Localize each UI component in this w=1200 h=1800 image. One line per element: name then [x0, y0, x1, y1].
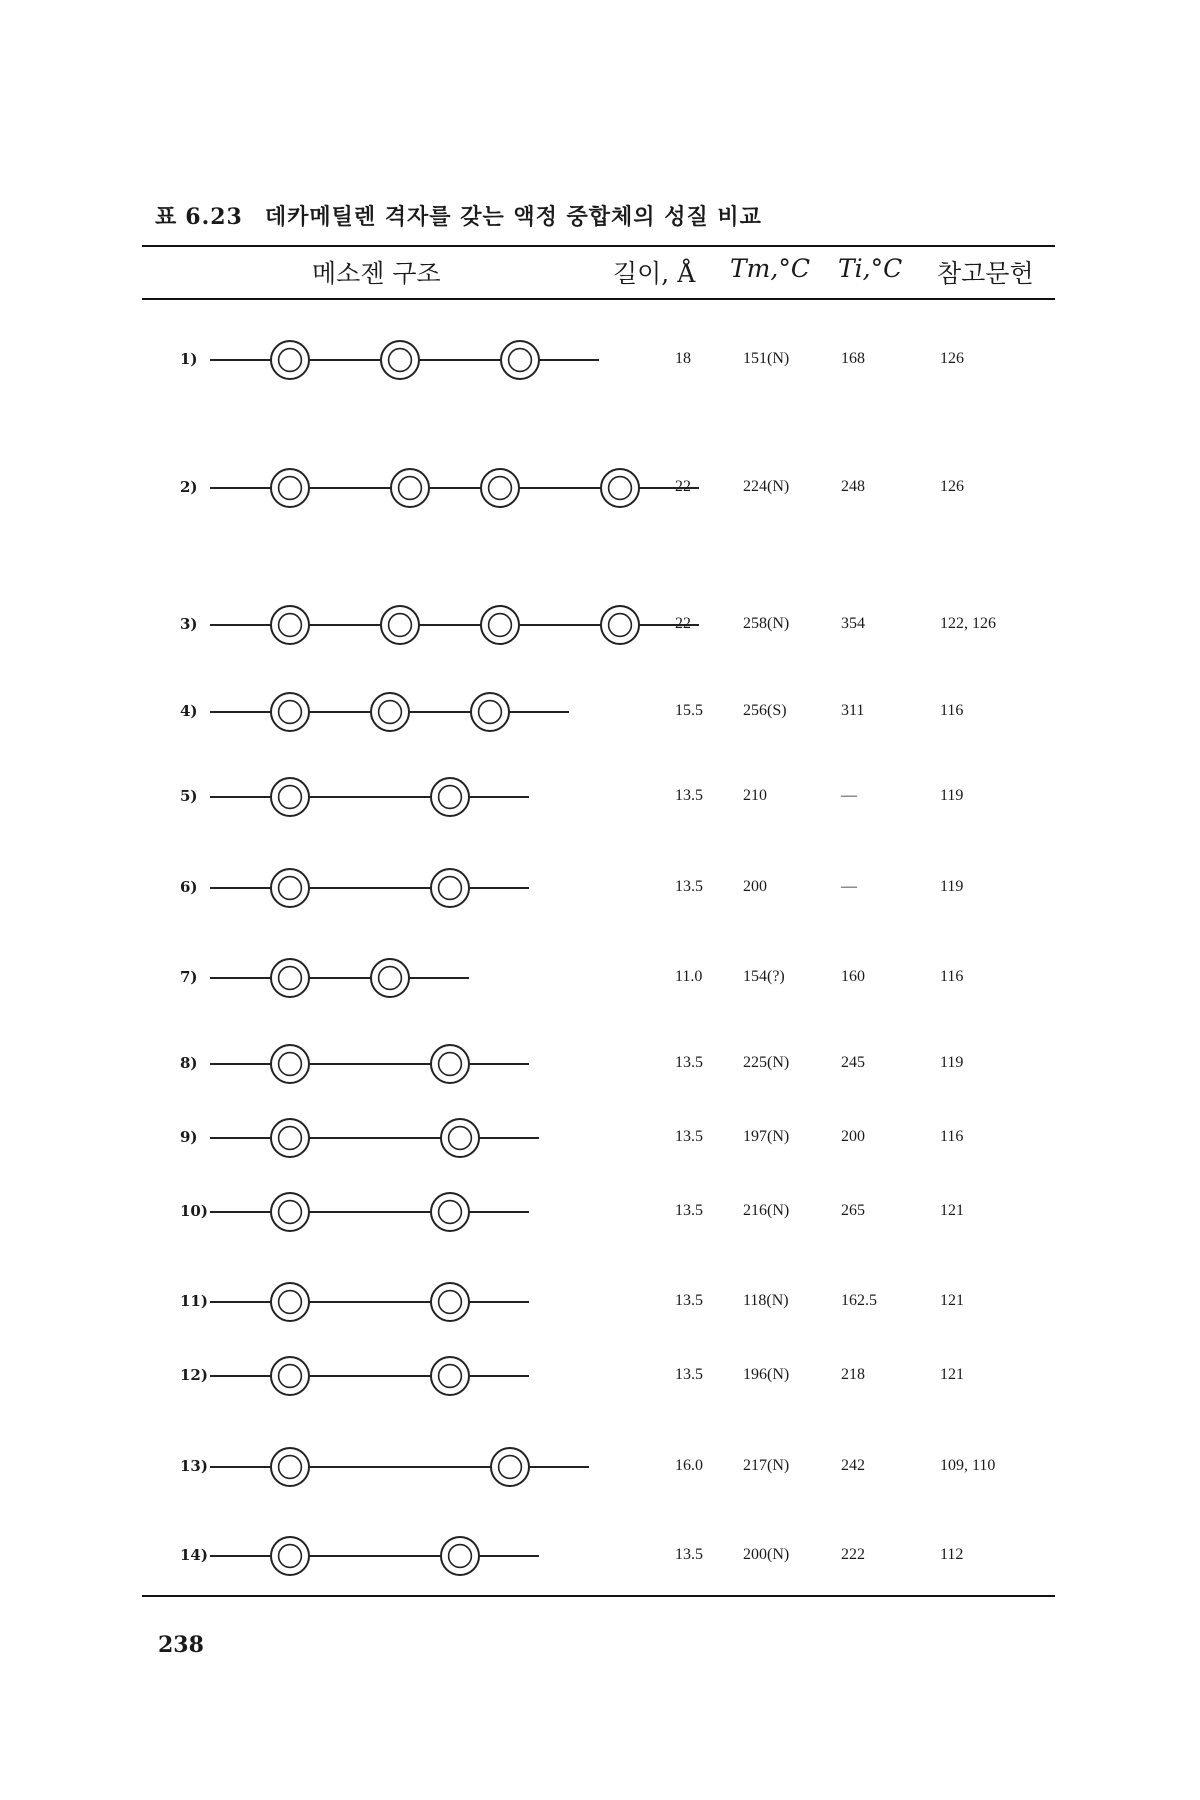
cell-ti: 242 — [841, 1457, 865, 1474]
table-row — [0, 692, 1200, 732]
structure-lines — [210, 1119, 539, 1157]
cell-length: 13.5 — [675, 1128, 703, 1145]
structure-lines — [210, 469, 699, 507]
cell-ti: 162.5 — [841, 1292, 877, 1309]
cell-length: 15.5 — [675, 702, 703, 719]
cell-tm: 196(N) — [743, 1366, 790, 1383]
table-row — [0, 777, 1200, 817]
cell-length: 22 — [675, 615, 691, 632]
table-row — [0, 1282, 1200, 1322]
structure-lines — [210, 1357, 529, 1395]
cell-ti: 311 — [841, 702, 865, 719]
cell-ref: 126 — [940, 350, 964, 367]
cell-ti: 248 — [841, 478, 865, 495]
mesogen-structure — [200, 1192, 660, 1232]
cell-ref: 121 — [940, 1366, 964, 1383]
mesogen-structure — [200, 605, 660, 645]
cell-tm: 118(N) — [743, 1292, 789, 1309]
row-label: 1) — [180, 350, 198, 368]
table-row — [0, 1536, 1200, 1576]
cell-ref: 116 — [940, 968, 964, 985]
mesogen-structure — [200, 1356, 660, 1396]
cell-length: 22 — [675, 478, 691, 495]
page-number: 238 — [158, 1632, 204, 1658]
structure-lines — [210, 1537, 539, 1575]
structure-lines — [210, 959, 469, 997]
row-label: 4) — [180, 702, 198, 720]
header-mesogen: 메소젠 구조 — [312, 259, 441, 288]
cell-ref: 119 — [940, 1054, 964, 1071]
row-label: 11) — [180, 1292, 208, 1310]
mesogen-structure — [200, 1282, 660, 1322]
cell-tm: 151(N) — [743, 350, 790, 367]
mesogen-structure — [200, 1118, 660, 1158]
caption-title: 데카메틸렌 격자를 갖는 액정 중합체의 성질 비교 — [264, 204, 762, 230]
cell-tm: 258(N) — [743, 615, 790, 632]
cell-tm: 200 — [743, 878, 767, 895]
caption-number: 6.23 — [185, 204, 243, 230]
header-ti-text: Ti,°C — [838, 254, 903, 283]
row-label: 9) — [180, 1128, 198, 1146]
cell-length: 13.5 — [675, 1546, 703, 1563]
row-label: 8) — [180, 1054, 198, 1072]
caption-prefix: 표 — [155, 204, 178, 230]
mesogen-structure — [200, 1536, 660, 1576]
cell-tm: 224(N) — [743, 478, 790, 495]
header-tm-text: Tm,°C — [730, 254, 810, 283]
table-row — [0, 1447, 1200, 1487]
mesogen-structure — [200, 777, 660, 817]
cell-length: 16.0 — [675, 1457, 703, 1474]
table-caption — [155, 200, 762, 231]
structure-lines — [210, 869, 529, 907]
row-label: 6) — [180, 878, 198, 896]
cell-tm: 154(?) — [743, 968, 785, 985]
cell-ti: — — [841, 787, 857, 804]
cell-ti: 245 — [841, 1054, 865, 1071]
mesogen-structure — [200, 692, 660, 732]
cell-length: 13.5 — [675, 787, 703, 804]
structure-lines — [210, 1448, 589, 1486]
cell-ti: 168 — [841, 350, 865, 367]
structure-lines — [210, 341, 599, 379]
table-row — [0, 605, 1200, 645]
structure-lines — [210, 606, 699, 644]
row-label: 10) — [180, 1202, 208, 1220]
cell-ref: 126 — [940, 478, 964, 495]
cell-ref: 119 — [940, 787, 964, 804]
row-label: 2) — [180, 478, 198, 496]
header-ref: 참고문헌 — [937, 259, 1034, 288]
structure-lines — [210, 693, 569, 731]
table-row — [0, 468, 1200, 508]
table-row — [0, 868, 1200, 908]
row-label: 3) — [180, 615, 198, 633]
cell-length: 13.5 — [675, 1054, 703, 1071]
cell-tm: 216(N) — [743, 1202, 790, 1219]
cell-length: 13.5 — [675, 1202, 703, 1219]
header-ti — [838, 254, 902, 283]
cell-ref: 116 — [940, 1128, 964, 1145]
cell-ti: 160 — [841, 968, 865, 985]
header-tm — [730, 254, 810, 283]
mesogen-structure — [200, 468, 660, 508]
cell-ti: 200 — [841, 1128, 865, 1145]
cell-length: 13.5 — [675, 1292, 703, 1309]
table-row — [0, 1044, 1200, 1084]
table-row — [0, 1118, 1200, 1158]
header-rule — [142, 298, 1055, 300]
mesogen-structure — [200, 868, 660, 908]
cell-tm: 217(N) — [743, 1457, 790, 1474]
cell-tm: 210 — [743, 787, 767, 804]
structure-lines — [210, 1283, 529, 1321]
cell-length: 18 — [675, 350, 691, 367]
cell-tm: 197(N) — [743, 1128, 790, 1145]
cell-length: 13.5 — [675, 1366, 703, 1383]
row-label: 12) — [180, 1366, 208, 1384]
table-row — [0, 340, 1200, 380]
cell-ref: 119 — [940, 878, 964, 895]
cell-ref: 121 — [940, 1202, 964, 1219]
row-label: 5) — [180, 787, 198, 805]
cell-length: 11.0 — [675, 968, 703, 985]
cell-ref: 116 — [940, 702, 964, 719]
mesogen-structure — [200, 1447, 660, 1487]
row-label: 14) — [180, 1546, 208, 1564]
cell-ref: 112 — [940, 1546, 964, 1563]
cell-ti: 354 — [841, 615, 865, 632]
cell-tm: 225(N) — [743, 1054, 790, 1071]
cell-ref: 109, 110 — [940, 1457, 996, 1474]
cell-ref: 122, 126 — [940, 615, 996, 632]
cell-ref: 121 — [940, 1292, 964, 1309]
cell-length: 13.5 — [675, 878, 703, 895]
row-label: 13) — [180, 1457, 208, 1475]
table-row — [0, 958, 1200, 998]
cell-ti: 218 — [841, 1366, 865, 1383]
row-label: 7) — [180, 968, 198, 986]
top-rule — [142, 245, 1055, 247]
structure-lines — [210, 778, 529, 816]
cell-ti: — — [841, 878, 857, 895]
bottom-rule — [142, 1595, 1055, 1597]
mesogen-structure — [200, 958, 660, 998]
mesogen-structure — [200, 1044, 660, 1084]
structure-lines — [210, 1193, 529, 1231]
mesogen-structure — [200, 340, 660, 380]
header-length: 길이, Å — [613, 259, 696, 288]
table-row — [0, 1356, 1200, 1396]
cell-tm: 256(S) — [743, 702, 787, 719]
cell-ti: 222 — [841, 1546, 865, 1563]
cell-ti: 265 — [841, 1202, 865, 1219]
cell-tm: 200(N) — [743, 1546, 790, 1563]
structure-lines — [210, 1045, 529, 1083]
table-row — [0, 1192, 1200, 1232]
